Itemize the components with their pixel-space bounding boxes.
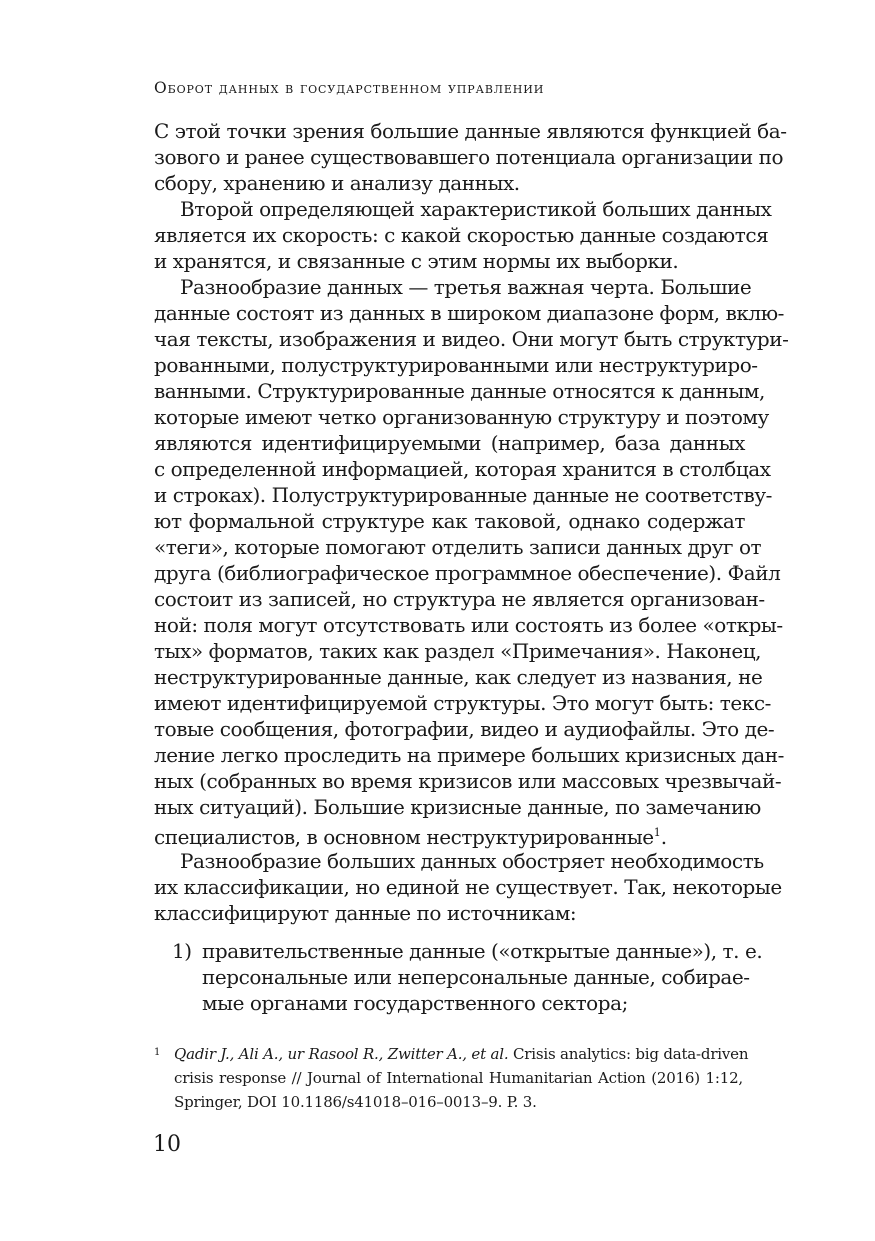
text-line: ют формальной структуре как таковой, однако содержат xyxy=(154,509,745,533)
list-item-line: правительственные данные («открытые данные»), т. е. xyxy=(202,939,763,963)
text-line: имеют идентифицируемой структуры. Это могут быть: текс- xyxy=(154,691,771,715)
text-line: рованными, полуструктурированными или неструктуриро- xyxy=(154,353,758,377)
text-line: чая тексты, изображения и видео. Они могут быть структури- xyxy=(154,327,789,351)
text-line: друга (библиографическое программное обеспечение). Файл xyxy=(154,561,781,585)
text-line: С этой точки зрения большие данные являются функцией ба- xyxy=(154,119,787,143)
text-line: являются идентифицируемыми (например, база данных xyxy=(154,431,745,455)
text-line: специалистов, в основном неструктурированные$^1$. xyxy=(154,825,667,849)
text-line: ных ситуаций). Большие кризисные данные, по замечанию xyxy=(154,795,761,819)
footnote-mark: 1 xyxy=(154,1047,161,1058)
text-line: ной: поля могут отсутствовать или состоять из более «откры- xyxy=(154,613,783,637)
text-line: Разнообразие больших данных обостряет необходимость xyxy=(180,849,764,873)
text-line: ванными. Структурированные данные относятся к данным, xyxy=(154,379,765,403)
page-number: 10 xyxy=(153,1132,181,1157)
footnote-title: Crisis analytics: big data-driven xyxy=(513,1045,749,1063)
footnote-line xyxy=(174,1042,749,1066)
text-line: является их скорость: с какой скоростью данные создаются xyxy=(154,223,769,247)
text-line: сбору, хранению и анализу данных. xyxy=(154,171,520,195)
text-line: Второй определяющей характеристикой больших данных xyxy=(180,197,772,221)
list-item-number: 1) xyxy=(172,939,192,963)
text-line: их классификации, но единой не существует. Так, некоторые xyxy=(154,875,782,899)
footnote-line: Springer, DOI 10.1186/s41018–016–0013–9. P. 3. xyxy=(174,1093,537,1111)
text-line: ных (собранных во время кризисов или массовых чрезвычай- xyxy=(154,769,782,793)
text-line: ление легко проследить на примере больших кризисных дан- xyxy=(154,743,784,767)
text-line: состоит из записей, но структура не является организован- xyxy=(154,587,765,611)
text-line: «теги», которые помогают отделить записи данных друг от xyxy=(154,535,762,559)
text-line: Разнообразие данных — третья важная черта. Большие xyxy=(180,275,752,299)
text-line: тых» форматов, таких как раздел «Примечания». Наконец, xyxy=(154,639,762,663)
text-line: с определенной информацией, которая хранится в столбцах xyxy=(154,457,771,481)
footnote-line: crisis response // Journal of International Humanitarian Action (2016) 1:12, xyxy=(174,1069,743,1087)
footnote-reference[interactable]: 1 xyxy=(653,826,661,839)
text-line: товые сообщения, фотографии, видео и аудиофайлы. Это де- xyxy=(154,717,775,741)
text-line: данные состоят из данных в широком диапазоне форм, вклю- xyxy=(154,301,784,325)
list-item-line: мые органами государственного сектора; xyxy=(202,991,628,1015)
text-line: зового и ранее существовавшего потенциала организации по xyxy=(154,145,784,169)
running-header: Оборот данных в государственном управлении xyxy=(154,79,545,97)
text-line: которые имеют четко организованную структуру и поэтому xyxy=(154,405,769,429)
text-line: классифицируют данные по источникам: xyxy=(154,901,577,925)
text-line-content: специалистов, в основном неструктурированные xyxy=(154,825,654,849)
footnote-authors: Qadir J., Ali A., ur Rasool R., Zwitter A., et al. xyxy=(174,1045,509,1063)
text-line: и хранятся, и связанные с этим нормы их выборки. xyxy=(154,249,679,273)
list-item-line: персональные или неперсональные данные, собирае- xyxy=(202,965,750,989)
text-line: неструктурированные данные, как следует из названия, не xyxy=(154,665,763,689)
text-line: и строках). Полуструктурированные данные не соответству- xyxy=(154,483,772,507)
